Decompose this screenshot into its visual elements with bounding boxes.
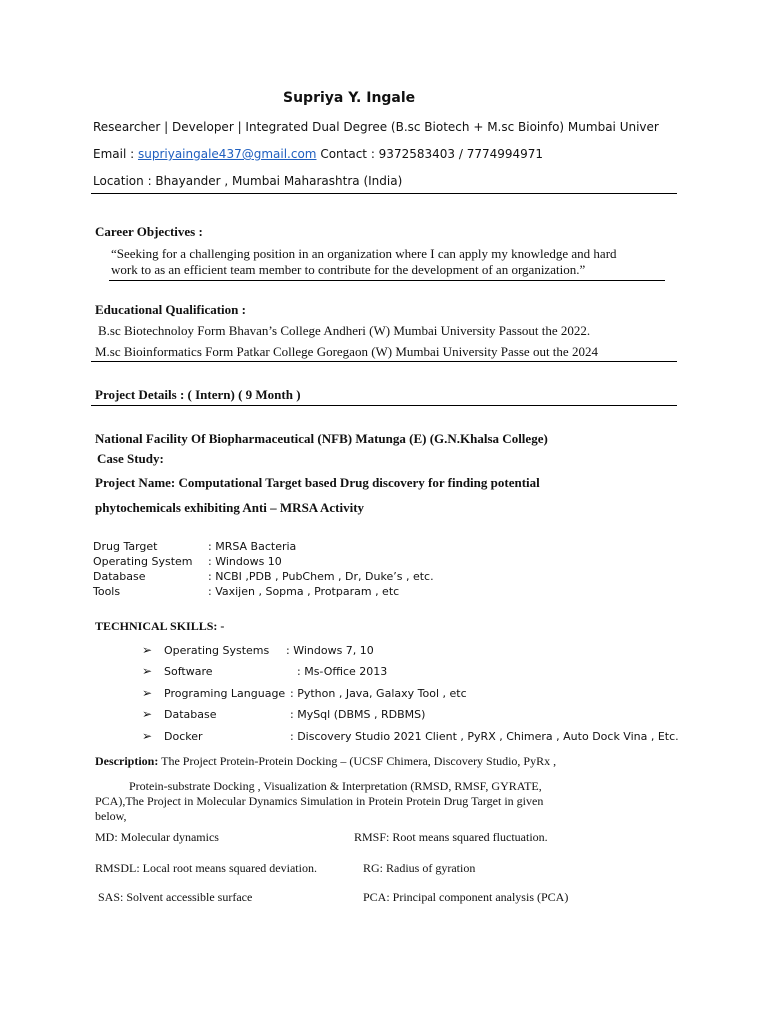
abbrev-rmsf: RMSF: Root means squared fluctuation.	[354, 830, 548, 844]
skill-value: : Discovery Studio 2021 Client , PyRX , Chimera , Auto Dock Vina , Etc.	[290, 729, 679, 743]
project-name-line-1: Project Name: Computational Target based Drug discovery for finding potential	[95, 475, 540, 490]
career-divider	[109, 280, 665, 281]
tagline: Researcher | Developer | Integrated Dual Degree (B.sc Biotech + M.sc Bioinfo) Mumbai Univer	[93, 120, 659, 134]
detail-label: Drug Target	[93, 540, 158, 553]
case-study-label: Case Study:	[97, 451, 164, 466]
detail-label: Database	[93, 570, 146, 583]
project-institute: National Facility Of Biopharmaceutical (NFB) Matunga (E) (G.N.Khalsa College)	[95, 431, 548, 446]
skill-label: Operating Systems	[164, 644, 270, 657]
header-divider	[91, 193, 677, 194]
skill-label: Database	[164, 708, 217, 722]
detail-row	[93, 554, 434, 569]
abbrev-rmsdl: RMSDL: Local root means squared deviation.	[95, 861, 317, 875]
education-divider	[91, 361, 677, 362]
skill-item	[142, 640, 679, 661]
skill-item	[142, 726, 679, 747]
arrow-bullet-icon: ➢	[142, 685, 153, 700]
skill-label: Software	[164, 665, 213, 679]
career-heading: Career Objectives :	[95, 224, 203, 239]
detail-value: : Windows 10	[208, 555, 282, 568]
contact-line	[93, 147, 543, 161]
detail-value: : Vaxijen , Sopma , Protparam , etc	[208, 585, 400, 598]
description-line-4: below,	[95, 809, 127, 823]
skill-item	[142, 683, 679, 704]
skill-value: : Ms-Office 2013	[297, 665, 388, 679]
skill-item	[142, 661, 679, 682]
skill-item	[142, 704, 679, 725]
arrow-bullet-icon: ➢	[142, 664, 153, 679]
skill-label: Programing Language	[164, 686, 286, 700]
location: Location : Bhayander , Mumbai Maharashtra (India)	[93, 174, 403, 188]
abbrev-pca: PCA: Principal component analysis (PCA)	[363, 890, 569, 904]
education-line-1: B.sc Biotechnoloy Form Bhavan’s College Andheri (W) Mumbai University Passout the 2022.	[98, 323, 591, 338]
contact-numbers: Contact : 9372583403 / 7774994971	[320, 147, 544, 161]
description-line-1	[95, 754, 556, 769]
project-name-line-2: phytochemicals exhibiting Anti – MRSA Activity	[95, 500, 365, 515]
email-label: Email :	[93, 147, 135, 161]
detail-row	[93, 539, 434, 554]
candidate-name: Supriya Y. Ingale	[283, 90, 416, 106]
education-line-2: M.sc Bioinformatics Form Patkar College Goregaon (W) Mumbai University Passe out the 2024	[95, 344, 598, 359]
skills-heading: TECHNICAL SKILLS: -	[95, 619, 225, 633]
detail-value: : MRSA Bacteria	[208, 540, 297, 553]
arrow-bullet-icon: ➢	[142, 643, 153, 657]
skill-value: : Python , Java, Galaxy Tool , etc	[290, 686, 467, 700]
detail-label: Operating System	[93, 555, 193, 568]
arrow-bullet-icon: ➢	[142, 707, 153, 722]
project-details	[93, 539, 434, 599]
education-heading: Educational Qualification :	[95, 302, 246, 317]
career-line-1: “Seeking for a challenging position in an organization where I can apply my knowledge and hard	[111, 246, 617, 261]
description-label: Description:	[95, 754, 159, 768]
abbrev-sas: SAS: Solvent accessible surface	[98, 890, 253, 904]
project-divider	[91, 405, 677, 406]
abbrev-rg: RG: Radius of gyration	[363, 861, 476, 875]
detail-row	[93, 584, 434, 599]
career-line-2: work to as an efficient team member to contribute for the development of an organization.”	[111, 262, 586, 277]
arrow-bullet-icon: ➢	[142, 728, 153, 743]
skill-value: : Windows 7, 10	[286, 644, 374, 657]
detail-label: Tools	[93, 585, 121, 598]
detail-row	[93, 569, 434, 584]
description-line-2: Protein-substrate Docking , Visualization & Interpretation (RMSD, RMSF, GYRATE,	[129, 779, 542, 793]
skills-list	[142, 640, 679, 747]
description-text: The Project Protein-Protein Docking – (UCSF Chimera, Discovery Studio, PyRx ,	[158, 754, 557, 768]
description-line-3: PCA),The Project in Molecular Dynamics Simulation in Protein Protein Drug Target in given	[95, 794, 544, 808]
project-heading: Project Details : ( Intern) ( 9 Month )	[95, 387, 301, 402]
email-link[interactable]: supriyaingale437@gmail.com	[137, 147, 317, 161]
skill-label: Docker	[164, 729, 203, 743]
skill-value: : MySql (DBMS , RDBMS)	[290, 708, 426, 722]
abbrev-md: MD: Molecular dynamics	[95, 830, 219, 844]
detail-value: : NCBI ,PDB , PubChem , Dr, Duke’s , etc.	[208, 570, 434, 583]
